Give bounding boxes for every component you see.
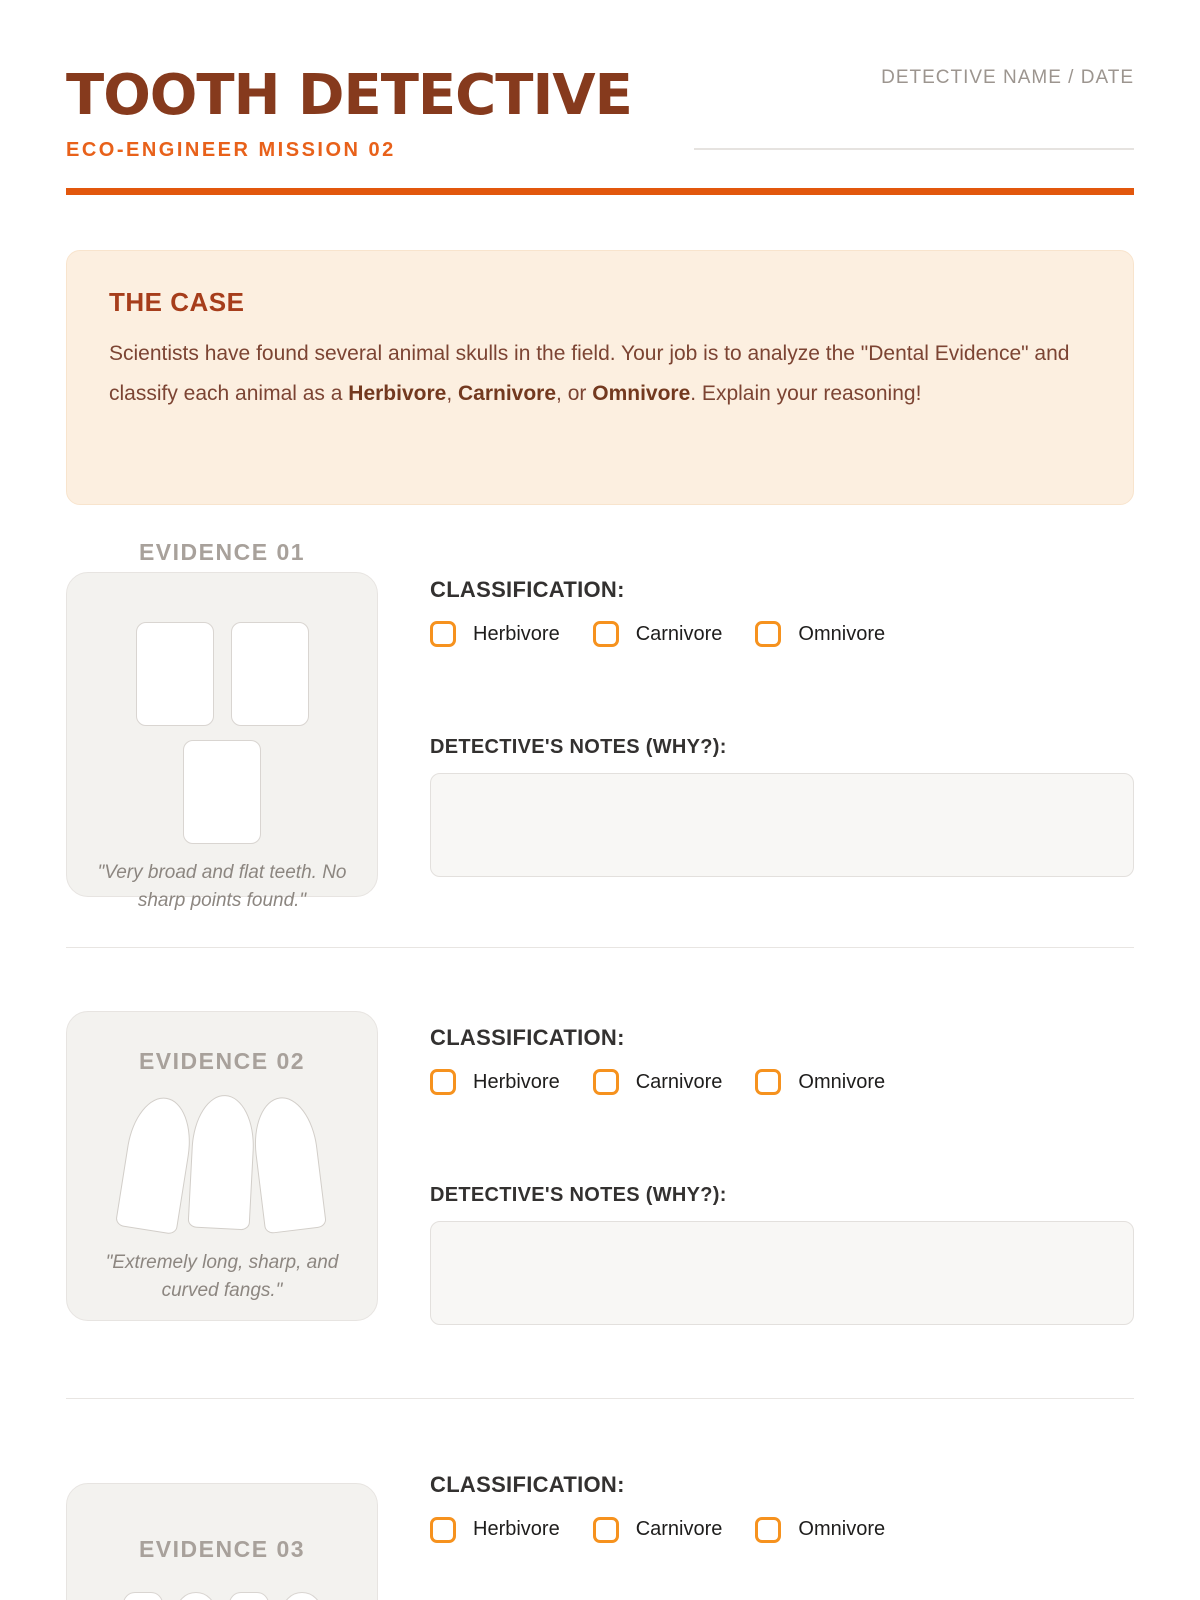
option-carnivore (593, 1069, 723, 1095)
case-heading: THE CASE (109, 287, 245, 317)
evidence-02-section (66, 1011, 1134, 1325)
evidence-02-label: EVIDENCE 02 (138, 1048, 306, 1074)
flat-teeth-row (67, 740, 377, 844)
case-body-text: Scientists have found several animal skulls in the field. Your job is to analyze the "Dental Evidence" and classify each animal as a (109, 342, 1070, 405)
evidence-03-label: EVIDENCE 03 (138, 1536, 306, 1563)
fang-shape (188, 1093, 257, 1230)
option-omnivore (755, 1069, 885, 1095)
option-omnivore (755, 1517, 885, 1543)
herbivore-checkbox-evidence-02[interactable] (430, 1069, 456, 1095)
evidence-01-section (66, 539, 1134, 911)
notes-textarea-evidence-01[interactable] (430, 773, 1134, 877)
header (66, 0, 1134, 160)
case-body-text: . Explain your reasoning! (690, 381, 922, 405)
mixed-tooth-shape (176, 1592, 216, 1600)
flat-teeth-row (67, 622, 377, 726)
carnivore-checkbox-evidence-03[interactable] (593, 1517, 619, 1543)
fang-shape (115, 1093, 197, 1235)
evidence-01-caption: "Very broad and flat teeth. No sharp points found." (97, 862, 347, 911)
section-divider (66, 1398, 1134, 1399)
evidence-03-card-column (66, 1460, 378, 1600)
option-carnivore (593, 621, 723, 647)
evidence-02-card-column (66, 1011, 378, 1321)
evidence-01-card (66, 572, 378, 911)
carnivore-label: Carnivore (635, 1518, 723, 1541)
name-date-block (694, 68, 1134, 150)
omnivore-checkbox-evidence-01[interactable] (755, 621, 781, 647)
omnivore-label: Omnivore (798, 622, 886, 645)
carnivore-checkbox-evidence-02[interactable] (593, 1069, 619, 1095)
notes-heading: DETECTIVE'S NOTES (WHY?): (430, 736, 727, 759)
option-herbivore (430, 1517, 560, 1543)
fang-teeth-row (67, 1097, 377, 1237)
evidence-03-form-column (430, 1460, 1134, 1542)
omnivore-label: Omnivore (798, 1070, 886, 1093)
name-date-label: DETECTIVE NAME / DATE (881, 67, 1134, 88)
case-bold-omnivore: Omnivore (592, 381, 691, 405)
omnivore-label: Omnivore (798, 1518, 886, 1541)
option-herbivore (430, 1069, 560, 1095)
case-bold-carnivore: Carnivore (458, 381, 557, 405)
evidence-02-card (66, 1011, 378, 1321)
herbivore-label: Herbivore (473, 1518, 560, 1541)
section-divider (66, 947, 1134, 948)
case-body-text: , (446, 381, 458, 405)
classification-heading: CLASSIFICATION: (430, 1472, 625, 1498)
classification-options (430, 621, 1134, 647)
omnivore-checkbox-evidence-02[interactable] (755, 1069, 781, 1095)
evidence-01-label: EVIDENCE 01 (138, 539, 306, 565)
herbivore-label: Herbivore (473, 622, 560, 645)
mixed-tooth-shape (229, 1592, 269, 1600)
herbivore-label: Herbivore (473, 1070, 560, 1093)
omnivore-checkbox-evidence-03[interactable] (755, 1517, 781, 1543)
evidence-02-caption: "Extremely long, sharp, and curved fangs." (105, 1252, 339, 1301)
mixed-teeth-row (67, 1592, 377, 1600)
option-herbivore (430, 621, 560, 647)
notes-textarea-evidence-02[interactable] (430, 1221, 1134, 1325)
evidence-01-form-column (430, 541, 1134, 877)
herbivore-checkbox-evidence-01[interactable] (430, 621, 456, 647)
case-body-text: , or (556, 381, 593, 405)
name-date-write-line[interactable] (694, 148, 1134, 150)
evidence-02-form-column (430, 1011, 1134, 1325)
carnivore-checkbox-evidence-01[interactable] (593, 621, 619, 647)
option-carnivore (593, 1517, 723, 1543)
flat-tooth-shape (231, 622, 309, 726)
page-title: TOOTH DETECTIVE (66, 63, 632, 128)
flat-tooth-shape (183, 740, 261, 844)
mission-subtitle: ECO-ENGINEER MISSION 02 (66, 139, 396, 161)
carnivore-label: Carnivore (635, 1070, 723, 1093)
flat-tooth-shape (136, 622, 214, 726)
evidence-03-section (66, 1460, 1134, 1600)
classification-options (430, 1517, 1134, 1543)
case-body (109, 334, 1091, 414)
option-omnivore (755, 621, 885, 647)
mixed-tooth-shape (282, 1592, 322, 1600)
evidence-01-card-column (66, 539, 378, 911)
notes-heading: DETECTIVE'S NOTES (WHY?): (430, 1184, 727, 1207)
case-bold-herbivore: Herbivore (348, 381, 447, 405)
classification-options (430, 1069, 1134, 1095)
carnivore-label: Carnivore (635, 622, 723, 645)
fang-shape (249, 1094, 327, 1235)
classification-heading: CLASSIFICATION: (430, 1025, 625, 1050)
evidence-03-card (66, 1483, 378, 1600)
mixed-tooth-shape (123, 1592, 163, 1600)
case-briefing-box (66, 250, 1134, 505)
herbivore-checkbox-evidence-03[interactable] (430, 1517, 456, 1543)
classification-heading: CLASSIFICATION: (430, 577, 625, 602)
header-rule (66, 188, 1134, 195)
